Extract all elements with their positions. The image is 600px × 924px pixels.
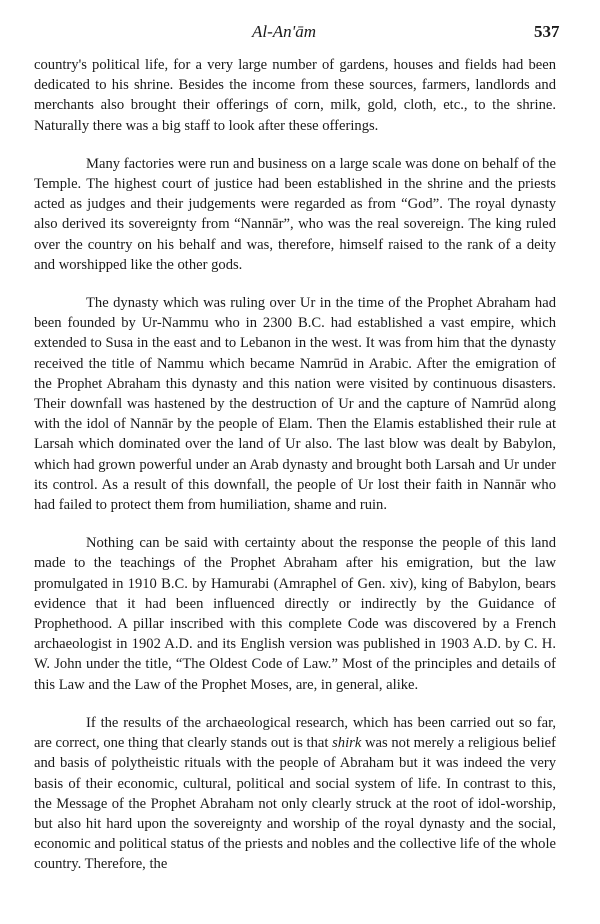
page-header bbox=[0, 22, 600, 46]
paragraph-3: The dynasty which was ruling over Ur in the time of the Prophet Abraham had been founded by Ur-Nammu who in 2300 B.C. had established a vast empire, which extended to Susa in the east and to Lebanon in the west. It was from him that the dynasty received the title of Nammu which became Namrūd in Arabic. After the emigration of the Prophet Abraham this dynasty and this nation were visited by continuous disasters. Their downfall was hastened by the destruction of Ur and the capture of Namrūd along with the idol of Nannār by the people of Elam. Then the Elamis established their rule at Larsah which dominated over the land of Ur also. The last blow was dealt by Babylon, which had grown powerful under an Arab dynasty and brought both Larsah and Ur under its control. As a result of this downfall, the people of Ur lost their faith in Nannār who had failed to protect them from humiliation, shame and ruin. bbox=[34, 295, 556, 514]
paragraph-5-text-a: If the results of the archaeological research, which has been carried out so far, are correct, one thing that clearly stands out is that bbox=[34, 714, 556, 752]
paragraph-5-text-b: was not merely a religious belief and basis of polytheistic rituals with the people of Abraham but it was indeed the very basis of their economic, cultural, political and social system of life. In contrast to this, the Message of the Prophet Abraham not only clearly struck at the root of idol-worship, but also hit hard upon the sovereignty and worship of the royal dynasty and the social, economic and political status of the priests and nobles and the collective life of the whole country. Therefore, the bbox=[34, 735, 556, 873]
italic-term-shirk: shirk bbox=[332, 735, 362, 752]
paragraph-4: Nothing can be said with certainty about the response the people of this land made to the teachings of the Prophet Abraham after his emigration, but the law promulgated in 1910 B.C. by Hamurabi (Amraphel of Gen. xiv), king of Babylon, bears evidence that it had been influenced directly or indirectly by the Guidance of Prophethood. A pillar inscribed with this complete Code was discovered by a French archaeologist in 1902 A.D. and its English version was published in 1903 A.D. by C. H. W. John under the title, “The Oldest Code of Law.” Most of the principles and details of this Law and the Law of the Prophet Moses, are, in general, alike. bbox=[34, 535, 556, 693]
paragraph-2: Many factories were run and business on a large scale was done on behalf of the Temple. The highest court of justice had been established in the shrine and the priests acted as judges and their judgements were regarded as from “God”. The royal dynasty also derived its sovereignty from “Nannār”, who was the real sovereign. The king ruled over the country on his behalf and was, therefore, himself raised to the rank of a deity and worshipped like the other gods. bbox=[34, 155, 556, 273]
body-text bbox=[34, 55, 556, 875]
running-title: Al-An'ām bbox=[252, 22, 317, 41]
paragraph-1: country's political life, for a very large number of gardens, houses and fields had been dedicated to his shrine. Besides the income from these sources, farmers, landlords and merchants also brought their offerings of corn, milk, gold, cloth, etc., to the shrine. Naturally there was a big staff to look after these offerings. bbox=[34, 57, 556, 134]
page-number: 537 bbox=[534, 22, 560, 41]
paragraph-5 bbox=[34, 713, 556, 875]
